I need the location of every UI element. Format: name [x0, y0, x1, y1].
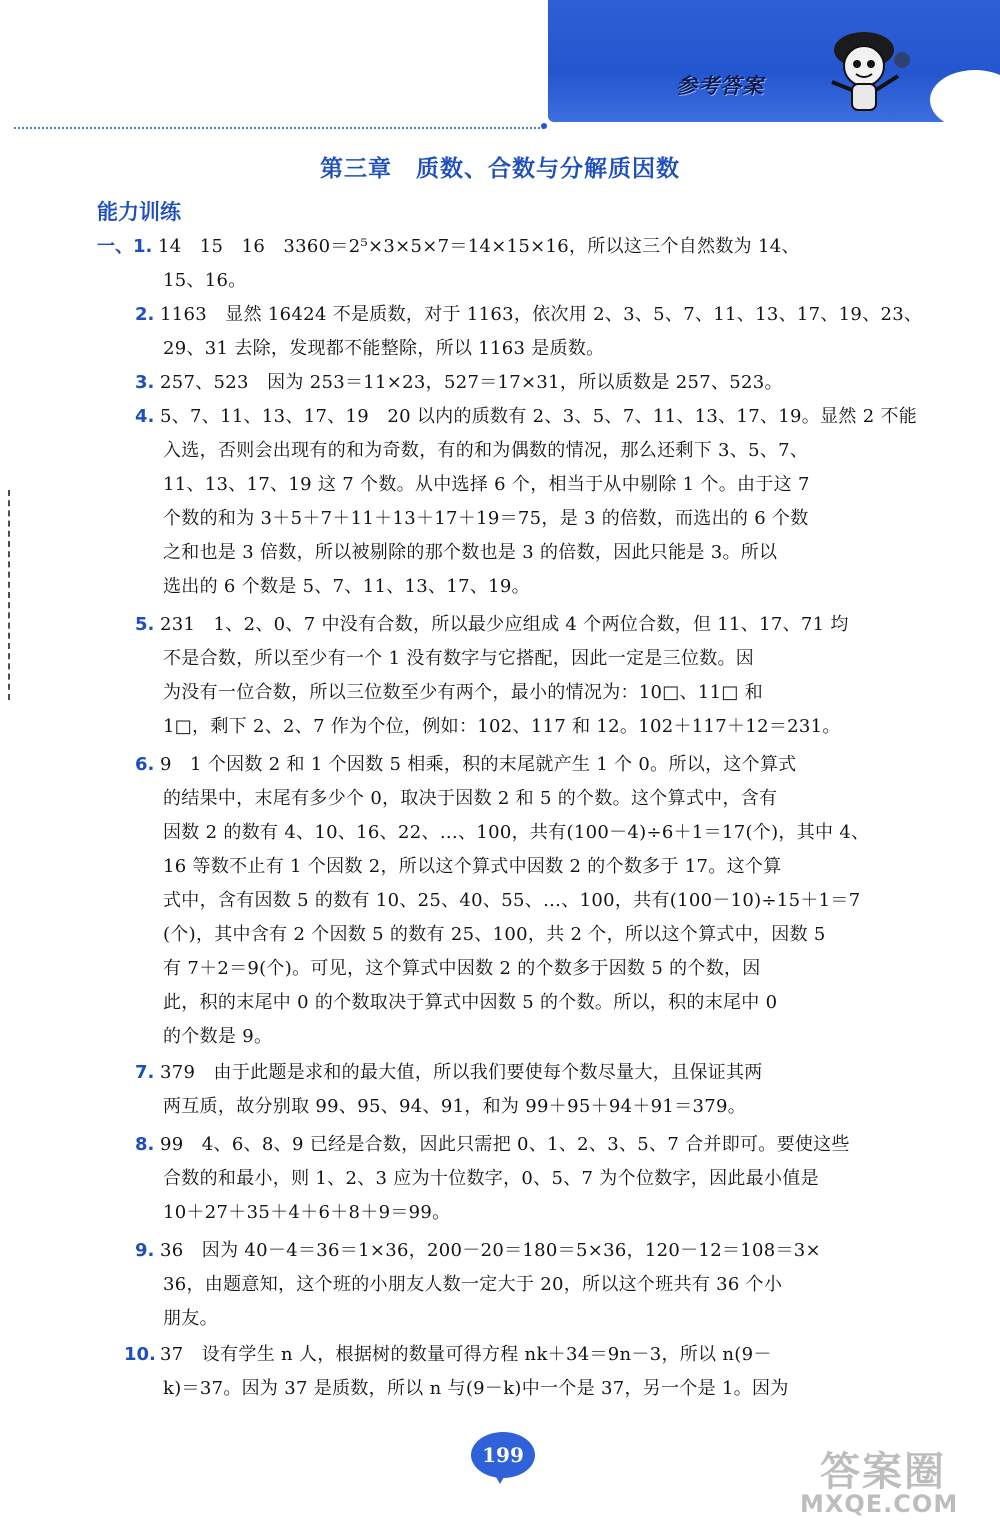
- item-line: 因数 2 的数有 4、10、16、22、…、100，共有(100－4)÷6＋1＝17(个)，其中 4、: [163, 822, 870, 843]
- item-line: 个数的和为 3＋5＋7＋11＋13＋17＋19＝75，是 3 的倍数，而选出的 6 个数: [163, 508, 809, 529]
- page-number: 199: [471, 1432, 535, 1478]
- item-line: 1□，剩下 2、2、7 作为个位，例如：102、117 和 12。102＋117＋12＝231。: [163, 716, 841, 737]
- item-number: 9.: [135, 1240, 155, 1261]
- item-line: 朋友。: [163, 1308, 218, 1329]
- item-number: 3.: [135, 372, 155, 393]
- section-title: 能力训练: [97, 200, 181, 224]
- item-line: 两互质，故分别取 99、95、94、91，和为 99＋95＋94＋91＝379。: [163, 1096, 747, 1117]
- item-line: 此，积的末尾中 0 的个数取决于算式中因数 5 的个数。所以，积的末尾中 0: [163, 992, 778, 1013]
- item-line: 11、13、17、19 这 7 个数。从中选择 6 个，相当于从中剔除 1 个。由于这 7: [163, 474, 810, 495]
- item-line: 99 4、6、8、9 已经是合数，因此只需把 0、1、2、3、5、7 合并即可。要使这些: [160, 1134, 850, 1155]
- item-line: 10＋27＋35＋4＋6＋8＋9＝99。: [163, 1202, 451, 1223]
- item-line: 16 等数不止有 1 个因数 2，所以这个算式中因数 2 的个数多于 17。这个算: [163, 856, 782, 877]
- item-line: 之和也是 3 倍数，所以被剔除的那个数也是 3 的倍数，因此只能是 3。所以: [163, 542, 778, 563]
- item-line: 合数的和最小，则 1、2、3 应为十位数字，0、5、7 为个位数字，因此最小值是: [163, 1168, 819, 1189]
- item-number: 8.: [135, 1134, 155, 1155]
- item-line: 9 1 个因数 2 和 1 个因数 5 相乘，积的末尾就产生 1 个 0。所以，这个算式: [160, 754, 797, 775]
- item-line: 36，由题意知，这个班的小朋友人数一定大于 20，所以这个班共有 36 个小: [163, 1274, 783, 1295]
- item-number: 4.: [135, 406, 155, 427]
- item-line: (个)，其中含有 2 个因数 5 的数有 25、100，共 2 个，所以这个算式中，因数 5: [163, 924, 826, 945]
- item-line: 231 1、2、0、7 中没有合数，所以最少应组成 4 个两位合数，但 11、17、71 均: [160, 614, 849, 635]
- item-number: 5.: [135, 614, 155, 635]
- watermark-bottom: MXQE.COM: [800, 1490, 959, 1518]
- item-line: 15、16。: [163, 270, 247, 291]
- item-line: 14 15 16 3360＝2⁵×3×5×7＝14×15×16，所以这三个自然数为 14、: [158, 236, 800, 257]
- item-line: 有 7＋2＝9(个)。可见，这个算式中因数 2 的个数多于因数 5 的个数，因: [163, 958, 761, 979]
- item-line: 37 设有学生 n 人，根据树的数量可得方程 nk＋34＝9n－3，所以 n(9－: [160, 1344, 772, 1365]
- item-line: 1163 显然 16424 不是质数，对于 1163，依次用 2、3、5、7、11、13、17、19、23、: [160, 304, 923, 325]
- item-number: 2.: [135, 304, 155, 325]
- item-line: 为没有一位合数，所以三位数至少有两个，最小的情况为：10□、11□ 和: [163, 682, 764, 703]
- page-number-tail: [492, 1470, 508, 1484]
- watermark-top: 答案圈: [820, 1449, 946, 1495]
- item-number: 7.: [135, 1062, 155, 1083]
- item-line: 257、523 因为 253＝11×23，527＝17×31，所以质数是 257、523。: [160, 372, 783, 393]
- item-line: 29、31 去除，发现都不能整除，所以 1163 是质数。: [163, 338, 605, 359]
- dotted-divider: [14, 127, 544, 129]
- item-line: 式中，含有因数 5 的数有 10、25、40、55、…、100，共有(100－10)÷15＋1＝7: [163, 890, 861, 911]
- item-line: 选出的 6 个数是 5、7、11、13、17、19。: [163, 576, 530, 597]
- item-line: 的个数是 9。: [163, 1026, 273, 1047]
- banner-label: 参考答案: [676, 74, 764, 98]
- item-number: 6.: [135, 754, 155, 775]
- mascot-icon: [812, 16, 912, 116]
- item-line: 入选，否则会出现有的和为奇数，有的和为偶数的情况，那么还剩下 3、5、7、: [163, 440, 809, 461]
- item-line: 36 因为 40－4＝36＝1×36，200－20＝180＝5×36，120－12＝108＝3×: [160, 1240, 821, 1261]
- item-line: 379 由于此题是求和的最大值，所以我们要使每个数尽量大，且保证其两: [160, 1062, 763, 1083]
- item-line: 5、7、11、13、17、19 20 以内的质数有 2、3、5、7、11、13、17、19。显然 2 不能: [160, 406, 918, 427]
- watermark: [800, 1440, 990, 1520]
- item-line: 不是合数，所以至少有一个 1 没有数字与它搭配，因此一定是三位数。因: [163, 648, 755, 669]
- item-line: k)＝37。因为 37 是质数，所以 n 与(9－k)中一个是 37，另一个是 1。因为: [163, 1378, 789, 1399]
- item-number: 10.: [124, 1344, 156, 1365]
- item-line: 的结果中，末尾有多少个 0，取决于因数 2 和 5 的个数。这个算式中，含有: [163, 788, 778, 809]
- chapter-title: 第三章 质数、合数与分解质因数: [320, 156, 680, 182]
- divider-dot: [541, 123, 547, 129]
- item-number: 一、1.: [97, 236, 153, 257]
- margin-mark: [8, 490, 24, 700]
